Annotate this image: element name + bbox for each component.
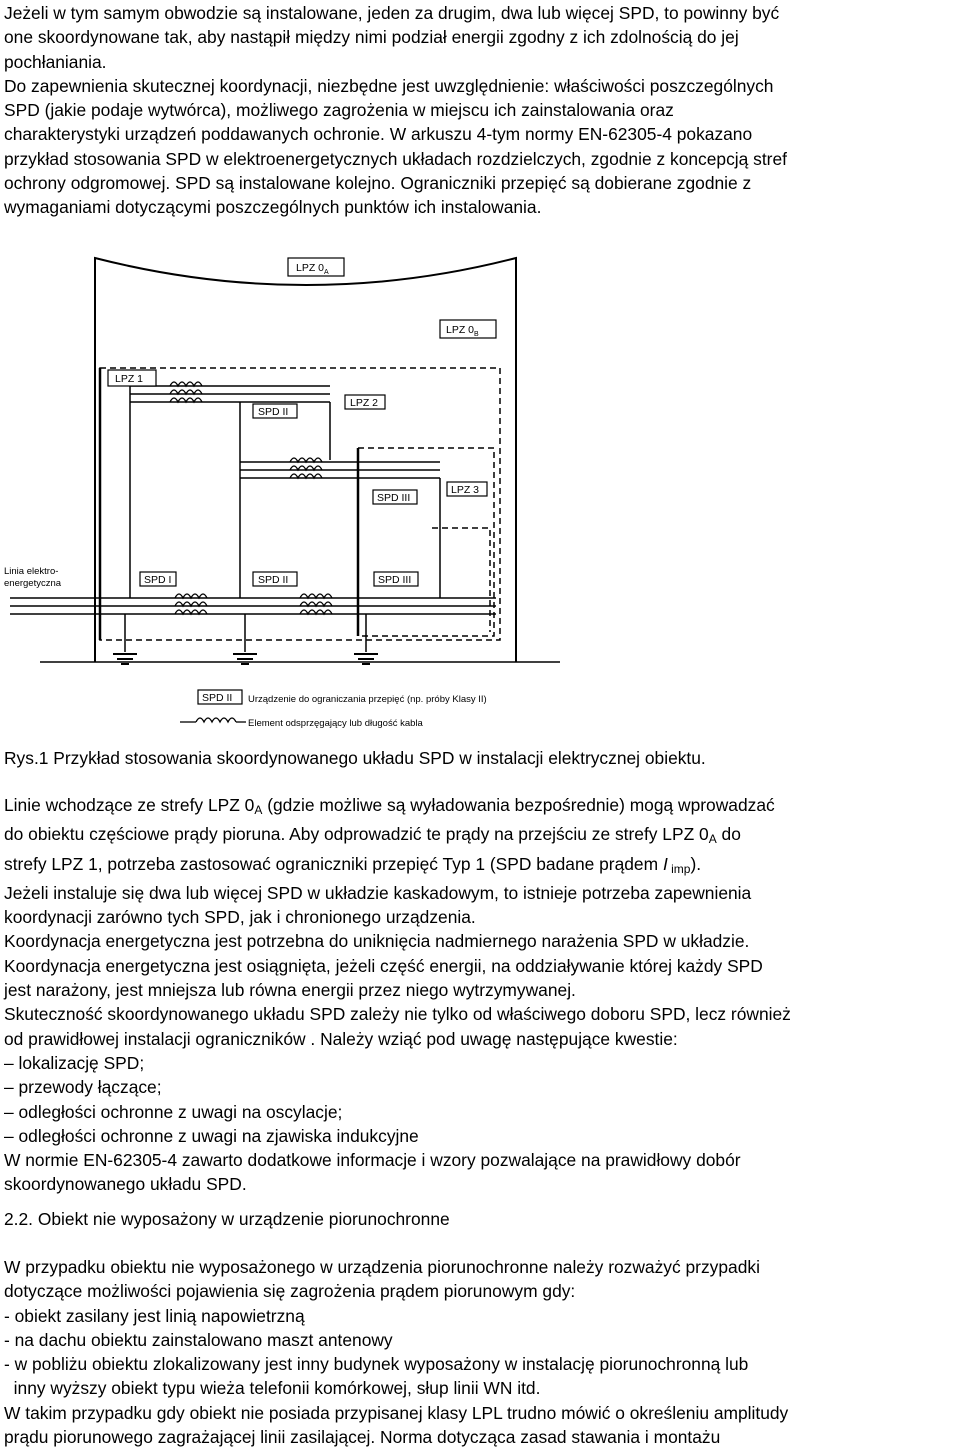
label-spd-i: SPD I <box>144 574 172 586</box>
legend-device: Urządzenie do ograniczania przepięć (np. próby Klasy II) <box>248 694 487 705</box>
section-heading: 2.2. Obiekt nie wyposażony w urządzenie piorunochronne <box>4 1209 450 1229</box>
section-line: - obiekt zasilany jest linią napowietrzną <box>4 1305 305 1326</box>
body-line: do obiektu częściowe prądy pioruna. Aby odprowadzić te prądy na przejściu ze strefy LPZ $0_A$ do <box>4 824 741 847</box>
section-line: W przypadku obiektu nie wyposażonego w urządzenia piorunochronne należy rozważyć przypadki <box>4 1257 760 1277</box>
intro-line: one skoordynowane tak, aby nastąpił między nimi podział energii zgodny z ich zdolnością do jej <box>4 27 739 48</box>
list-item: – odległości ochronne z uwagi na zjawiska indukcyjne <box>4 1125 419 1146</box>
body-line: Jeżeli instaluje się dwa lub więcej SPD w układzie kaskadowym, to istnieje potrzeba zapewnienia <box>4 882 752 903</box>
section-line: prądu piorunowego zagrażającej linii zasilającej. Norma dotycząca zasad stawania i montażu <box>4 1427 721 1448</box>
label-spd-iii-bottom: SPD III <box>378 574 412 586</box>
figure-caption: Rys.1 Przykład stosowania skoordynowanego układu SPD w instalacji elektrycznej obiektu. <box>4 748 706 768</box>
body-line: jest narażony, jest mniejsza lub równa energii przez niego wytrzymywanej. <box>4 980 576 1001</box>
intro-line: przykład stosowania SPD w elektroenergetycznych układach rozdzielczych, zgodnie z koncepcją stref <box>4 148 787 169</box>
body-line: strefy LPZ 1, potrzeba zastosować ograniczniki przepięć Typ 1 (SPD badane prądem I $_{imp}$). <box>4 853 702 876</box>
section-line: inny wyższy obiekt typu wieża telefonii komórkowej, słup linii WN itd. <box>4 1378 541 1399</box>
spd-coordination-diagram <box>0 236 960 736</box>
list-item: – lokalizację SPD; <box>4 1052 145 1073</box>
label-lpz1: LPZ 1 <box>115 373 144 385</box>
section-line: - w pobliżu obiektu zlokalizowany jest inny budynek wyposażony w instalację piorunochronną lub <box>4 1354 749 1375</box>
legend-inductor-icon <box>196 718 236 722</box>
label-power-line-1: Linia elektro- <box>4 566 59 577</box>
legend-spd-box: SPD II <box>202 692 233 704</box>
body-line: Linie wchodzące ze strefy LPZ $0_A$ (gdzie możliwe są wyładowania bezpośrednie) mogą wprowadzać <box>4 795 775 817</box>
legend-element: Element odsprzęgający lub długość kabla <box>248 718 423 729</box>
body-line: W normie EN-62305-4 zawarto dodatkowe informacje i wzory pozwalające na prawidłowy dobór <box>4 1150 741 1171</box>
body-line: Koordynacja energetyczna jest osiągnięta, jeżeli część energii, na oddziaływanie której każdy SPD <box>4 955 763 976</box>
body-line: skoordynowanego układu SPD. <box>4 1174 247 1195</box>
body-text <box>4 793 959 1197</box>
body-line: od prawidłowej instalacji ograniczników . Należy wziąć pod uwagę następujące kwestie: <box>4 1028 678 1049</box>
intro-line: Do zapewnienia skutecznej koordynacji, niezbędne jest uwzględnienie: właściwości poszczególnych <box>4 75 774 96</box>
label-spd-ii-top: SPD II <box>258 406 289 418</box>
list-item: – przewody łączące; <box>4 1077 162 1098</box>
intro-line: pochłaniania. <box>4 51 107 72</box>
label-spd-iii-mid: SPD III <box>377 492 411 504</box>
label-lpz0a: LPZ $0_A$ <box>296 262 329 276</box>
intro-line: wymaganiami dotyczącymi poszczególnych punktów ich instalowania. <box>4 197 542 218</box>
body-line: Koordynacja energetyczna jest potrzebna do uniknięcia nadmiernego narażenia SPD w układzie. <box>4 931 750 952</box>
body-line: Skuteczność skoordynowanego układu SPD zależy nie tylko od właściwego doboru SPD, lecz również <box>4 1004 791 1025</box>
list-item: – odległości ochronne z uwagi na oscylacje; <box>4 1101 343 1122</box>
section-text <box>4 1255 959 1449</box>
section-line: dotyczące możliwości pojawienia się zagrożenia prądem piorunowym gdy: <box>4 1281 576 1302</box>
intro-text <box>4 1 959 220</box>
label-lpz0b: LPZ $0_B$ <box>446 324 479 338</box>
intro-line: charakterystyki urządzeń poddawanych ochronie. W arkuszu 4-tym normy EN-62305-4 pokazano <box>4 124 753 145</box>
intro-line: Jeżeli w tym samym obwodzie są instalowane, jeden za drugim, dwa lub więcej SPD, to powinny być <box>4 3 780 23</box>
intro-line: SPD (jakie podaje wytwórca), możliwego zagrożenia w miejscu ich zainstalowania oraz <box>4 100 674 121</box>
label-lpz2: LPZ 2 <box>350 397 379 409</box>
label-power-line-2: energetyczna <box>4 578 62 589</box>
section-line: - na dachu obiektu zainstalowano maszt antenowy <box>4 1329 393 1350</box>
section-line: W takim przypadku gdy obiekt nie posiada przypisanej klasy LPL trudno mówić o określeniu amplitudy <box>4 1402 789 1423</box>
label-spd-ii-bottom: SPD II <box>258 574 289 586</box>
lpz2-zone <box>358 448 494 636</box>
body-line: koordynacji zarówno tych SPD, jak i chronionego urządzenia. <box>4 907 476 928</box>
label-lpz3: LPZ 3 <box>451 484 480 496</box>
intro-line: ochrony odgromowej. SPD są instalowane kolejno. Ograniczniki przepięć są dobierane zgodnie z <box>4 173 752 194</box>
